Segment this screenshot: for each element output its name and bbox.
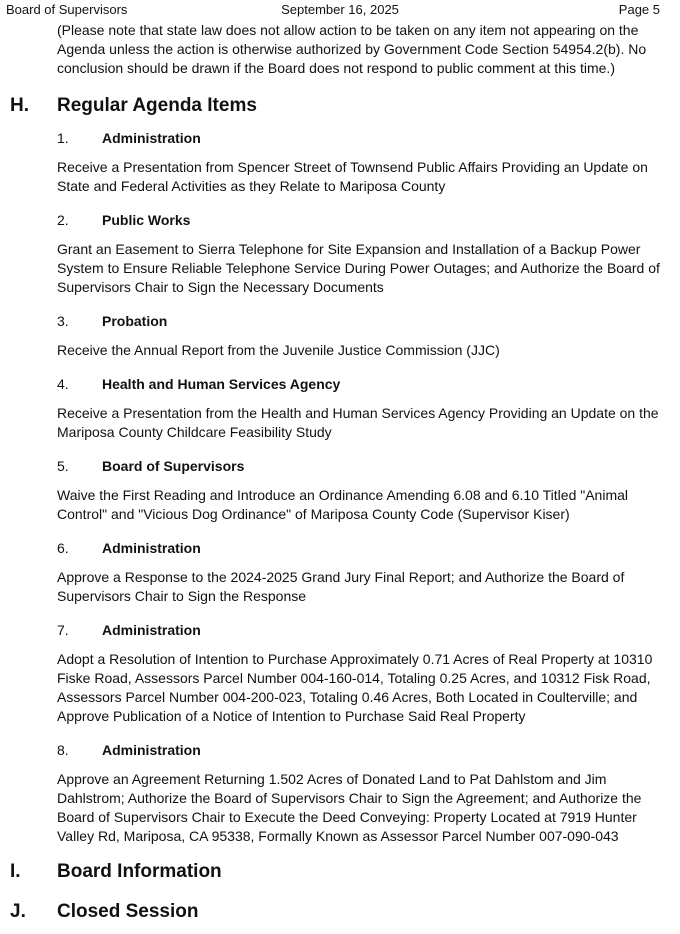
header-page-number: Page 5 (618, 2, 660, 17)
section-letter: H. (10, 95, 29, 116)
section-title: Regular Agenda Items (57, 95, 257, 116)
item-number: 4. (57, 376, 69, 392)
agenda-item-header (0, 740, 680, 760)
agenda-item-header (0, 456, 680, 476)
agenda-item-header (0, 374, 680, 394)
item-number: 5. (57, 458, 69, 474)
item-number: 2. (57, 212, 69, 228)
item-number: 7. (57, 622, 69, 638)
section-title: Closed Session (57, 901, 199, 922)
item-number: 1. (57, 130, 69, 146)
item-number: 3. (57, 313, 69, 329)
item-department: Administration (102, 742, 201, 758)
item-description: Receive a Presentation from Spencer Street of Townsend Public Affairs Providing an Update on State and Federal Activities as they Relate to Mariposa County (57, 159, 648, 194)
item-department: Administration (102, 540, 201, 556)
header-meeting-date: September 16, 2025 (281, 2, 399, 17)
item-description: Grant an Easement to Sierra Telephone for Site Expansion and Installation of a Backup Power System to Ensure Reliable Telephone Service During Power Outages; and Authorize the Board of Supervisors Chair to Sign the Necessary Documents (57, 241, 660, 295)
section-heading-j (0, 899, 680, 933)
agenda-item-header (0, 311, 680, 331)
item-description: Approve a Response to the 2024-2025 Grand Jury Final Report; and Authorize the Board of Supervisors Chair to Sign the Response (57, 569, 625, 604)
item-department: Probation (102, 313, 168, 329)
public-comment-note: (Please note that state law does not allow action to be taken on any item not appearing on the Agenda unless the action is otherwise authorized by Government Code Section 54954.2(b). No conclusion should be drawn if the Board does not respond to public comment at this time.) (57, 22, 647, 76)
item-description: Receive a Presentation from the Health and Human Services Agency Providing an Update on the Mariposa County Childcare Feasibility Study (57, 405, 659, 440)
section-letter: I. (10, 861, 21, 882)
item-number: 8. (57, 742, 69, 758)
item-description: Receive the Annual Report from the Juvenile Justice Commission (JJC) (57, 342, 500, 358)
agenda-content (0, 21, 680, 933)
page-header (0, 0, 680, 22)
item-department: Public Works (102, 212, 191, 228)
section-heading-h (0, 93, 680, 127)
item-department: Board of Supervisors (102, 458, 245, 474)
agenda-item-header (0, 210, 680, 230)
item-number: 6. (57, 540, 69, 556)
header-board-name: Board of Supervisors (6, 2, 128, 17)
section-heading-i (0, 859, 680, 893)
item-department: Health and Human Services Agency (102, 376, 341, 392)
agenda-item-header (0, 620, 680, 640)
agenda-item-header (0, 538, 680, 558)
item-department: Administration (102, 130, 201, 146)
section-letter: J. (10, 901, 26, 922)
item-description: Approve an Agreement Returning 1.502 Acres of Donated Land to Pat Dahlstom and Jim Dahlstrom; Authorize the Board of Supervisors Chair to Sign the Agreement; and Authorize the Board of Supervisors Chair to Execute the Deed Conveying: Property Located at 7919 Hunter Valley Rd, Mariposa, CA 95338, Formally Known as Assessor Parcel Number 007-090-043 (57, 771, 642, 844)
section-title: Board Information (57, 861, 222, 882)
agenda-item-header (0, 128, 680, 148)
item-department: Administration (102, 622, 201, 638)
item-description: Adopt a Resolution of Intention to Purchase Approximately 0.71 Acres of Real Property at 10310 Fiske Road, Assessors Parcel Number 004-160-014, Totaling 0.25 Acres, and 10312 Fisk Road, Assessors Parcel Number 004-200-023, Totaling 0.46 Acres, Both Located in Coulterville; and Approve Publication of a Notice of Intention to Purchase Said Real Property (57, 651, 653, 724)
item-description: Waive the First Reading and Introduce an Ordinance Amending 6.08 and 6.10 Titled "Animal Control" and "Vicious Dog Ordinance" of Mariposa County Code (Supervisor Kiser) (57, 487, 629, 522)
